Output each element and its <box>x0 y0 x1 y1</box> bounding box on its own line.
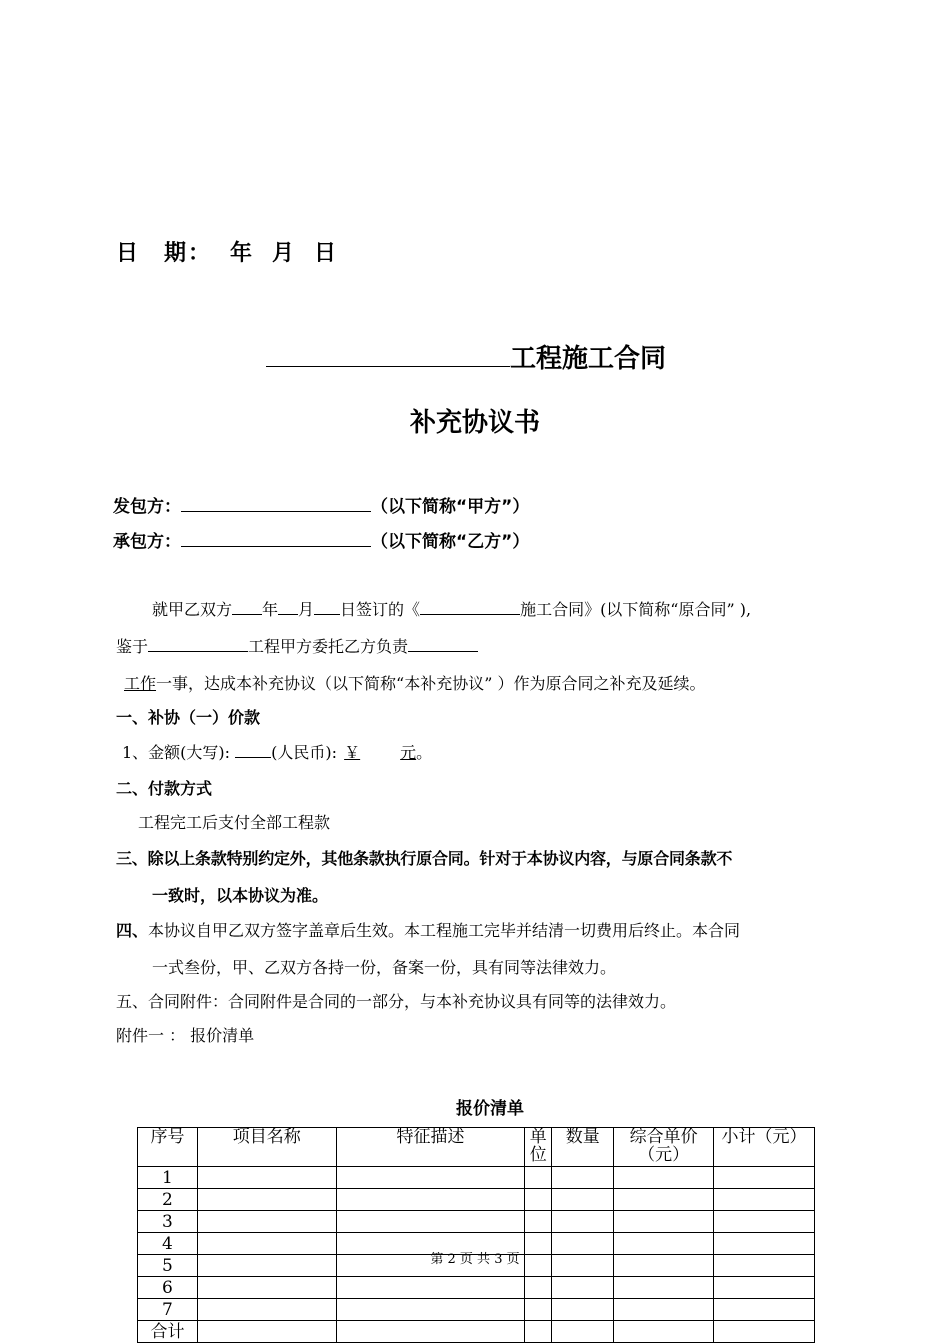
table-cell[interactable] <box>525 1277 552 1299</box>
section-2-title: 二、付款方式 <box>116 779 213 798</box>
section-4-line-2: 一式叁份，甲、乙双方各持一份，备案一份，具有同等法律效力。 <box>152 958 617 977</box>
header-unit-price: 综合单价（元） <box>614 1128 714 1167</box>
date-label: 日 期： <box>116 241 213 266</box>
table-cell[interactable] <box>197 1189 336 1211</box>
page-footer: 第 2 页 共 3 页 <box>430 1252 520 1267</box>
table-cell[interactable] <box>614 1321 714 1343</box>
party-a-blank[interactable] <box>181 495 371 512</box>
sign-year-blank[interactable] <box>232 597 262 615</box>
table-cell[interactable] <box>552 1211 614 1233</box>
quote-table-header <box>138 1128 815 1167</box>
table-cell[interactable] <box>714 1277 815 1299</box>
section-2-body: 工程完工后支付全部工程款 <box>138 813 331 832</box>
date-month: 月 <box>272 241 297 266</box>
section-5: 五、合同附件：合同附件是合同的一部分，与本补充协议具有同等的法律效力。 <box>116 992 677 1011</box>
table-cell[interactable] <box>614 1299 714 1321</box>
party-b-label: 承包方： <box>113 532 181 552</box>
intro-rest: 一事，达成本补充协议（以下简称“本补充协议” ）作为原合同之补充及延续。 <box>156 674 706 693</box>
intro-jianyu: 鉴于 <box>116 637 149 656</box>
header-subtotal: 小计（元） <box>714 1128 815 1167</box>
header-unit: 单位 <box>525 1128 552 1167</box>
table-row <box>138 1299 815 1321</box>
party-a-line <box>113 492 529 517</box>
table-cell[interactable] <box>714 1167 815 1189</box>
intro-entrust: 工程甲方委托乙方负责 <box>248 637 409 656</box>
table-cell[interactable] <box>197 1277 336 1299</box>
table-cell[interactable] <box>714 1189 815 1211</box>
intro-year: 年 <box>262 600 279 619</box>
yuan-unit: 元 <box>400 743 417 762</box>
amount-end: 。 <box>416 743 433 762</box>
section-4-prefix: 四、 <box>116 921 149 940</box>
contract-title <box>266 338 666 375</box>
amount-caps-blank[interactable] <box>235 740 271 758</box>
table-cell[interactable] <box>614 1167 714 1189</box>
amount-rmb-label: (人民币): <box>271 743 343 762</box>
table-row-total <box>138 1321 815 1343</box>
table-cell[interactable] <box>552 1277 614 1299</box>
table-cell[interactable] <box>552 1299 614 1321</box>
table-cell[interactable] <box>197 1299 336 1321</box>
date-day: 日 <box>314 241 339 266</box>
row-index: 6 <box>138 1277 198 1299</box>
table-cell[interactable] <box>525 1189 552 1211</box>
sign-month-blank[interactable] <box>278 597 298 615</box>
intro-line-1 <box>152 597 751 620</box>
row-index: 3 <box>138 1211 198 1233</box>
party-a-note: （以下简称“甲方”） <box>371 497 530 517</box>
section-3-line-1: 三、除以上条款特别约定外，其他条款执行原合同。针对于本协议内容，与原合同条款不 <box>116 849 733 868</box>
table-row <box>138 1167 815 1189</box>
header-item-name: 项目名称 <box>197 1128 336 1167</box>
table-cell[interactable] <box>525 1299 552 1321</box>
row-index: 2 <box>138 1189 198 1211</box>
intro-month: 月 <box>298 600 315 619</box>
intro-work: 工作 <box>124 674 157 693</box>
project-blank[interactable] <box>148 634 248 652</box>
party-a-label: 发包方： <box>113 497 181 517</box>
intro-text-b: 施工合同》(以下简称“原合同” ), <box>520 600 752 619</box>
intro-line-3 <box>124 671 705 694</box>
table-row <box>138 1211 815 1233</box>
table-cell[interactable] <box>197 1167 336 1189</box>
table-cell[interactable] <box>552 1167 614 1189</box>
row-index: 4 <box>138 1233 198 1255</box>
table-cell[interactable] <box>552 1189 614 1211</box>
table-cell[interactable] <box>714 1211 815 1233</box>
row-index: 1 <box>138 1167 198 1189</box>
responsibility-blank[interactable] <box>408 634 478 652</box>
date-year: 年 <box>230 241 255 266</box>
amount-caps-label: 1、金额(大写): <box>122 743 236 762</box>
row-index: 7 <box>138 1299 198 1321</box>
contract-title-suffix: 工程施工合同 <box>510 344 667 374</box>
yen-sign: ￥ <box>344 743 361 762</box>
agreement-title: 补充协议书 <box>409 408 540 438</box>
row-total-label: 合计 <box>138 1321 198 1343</box>
header-index: 序号 <box>138 1128 198 1167</box>
table-cell[interactable] <box>336 1167 525 1189</box>
original-contract-blank[interactable] <box>420 597 520 615</box>
table-cell[interactable] <box>197 1321 336 1343</box>
project-name-blank[interactable] <box>266 338 510 367</box>
header-quantity: 数量 <box>552 1128 614 1167</box>
amount-rmb-field[interactable] <box>342 743 416 762</box>
intro-text: 就甲乙双方 <box>152 600 233 619</box>
intro-line-2 <box>116 634 478 657</box>
intro-day: 日签订的《 <box>340 600 421 619</box>
party-b-note: （以下简称“乙方”） <box>371 532 530 552</box>
table-cell[interactable] <box>714 1299 815 1321</box>
attachment-line: 附件一 ： 报价清单 <box>116 1026 255 1045</box>
party-b-blank[interactable] <box>181 530 371 547</box>
sign-day-blank[interactable] <box>314 597 340 615</box>
section-4-text: 本协议自甲乙双方签字盖章后生效。本工程施工完毕并结清一切费用后终止。本合同 <box>148 921 741 940</box>
table-cell[interactable] <box>525 1167 552 1189</box>
table-cell[interactable] <box>614 1211 714 1233</box>
section-4-line-1 <box>116 918 740 941</box>
table-cell[interactable] <box>336 1321 525 1343</box>
date-line <box>116 236 356 267</box>
section-1-amount <box>122 740 432 763</box>
table-cell[interactable] <box>614 1189 714 1211</box>
table-cell[interactable] <box>336 1277 525 1299</box>
table-cell[interactable] <box>525 1211 552 1233</box>
quote-table-title: 报价清单 <box>456 1099 524 1119</box>
table-row <box>138 1189 815 1211</box>
table-cell[interactable] <box>197 1211 336 1233</box>
section-1-title: 一、补协（一）价款 <box>116 708 261 727</box>
table-cell[interactable] <box>714 1321 815 1343</box>
header-description: 特征描述 <box>336 1128 525 1167</box>
row-index: 5 <box>138 1255 198 1277</box>
table-cell[interactable] <box>336 1299 525 1321</box>
table-cell[interactable] <box>336 1211 525 1233</box>
table-row <box>138 1277 815 1299</box>
party-b-line <box>113 527 529 552</box>
quote-table <box>137 1127 815 1343</box>
table-cell[interactable] <box>336 1189 525 1211</box>
section-3-line-2: 一致时，以本协议为准。 <box>152 886 329 905</box>
table-cell[interactable] <box>552 1321 614 1343</box>
table-cell[interactable] <box>614 1277 714 1299</box>
table-cell[interactable] <box>525 1321 552 1343</box>
